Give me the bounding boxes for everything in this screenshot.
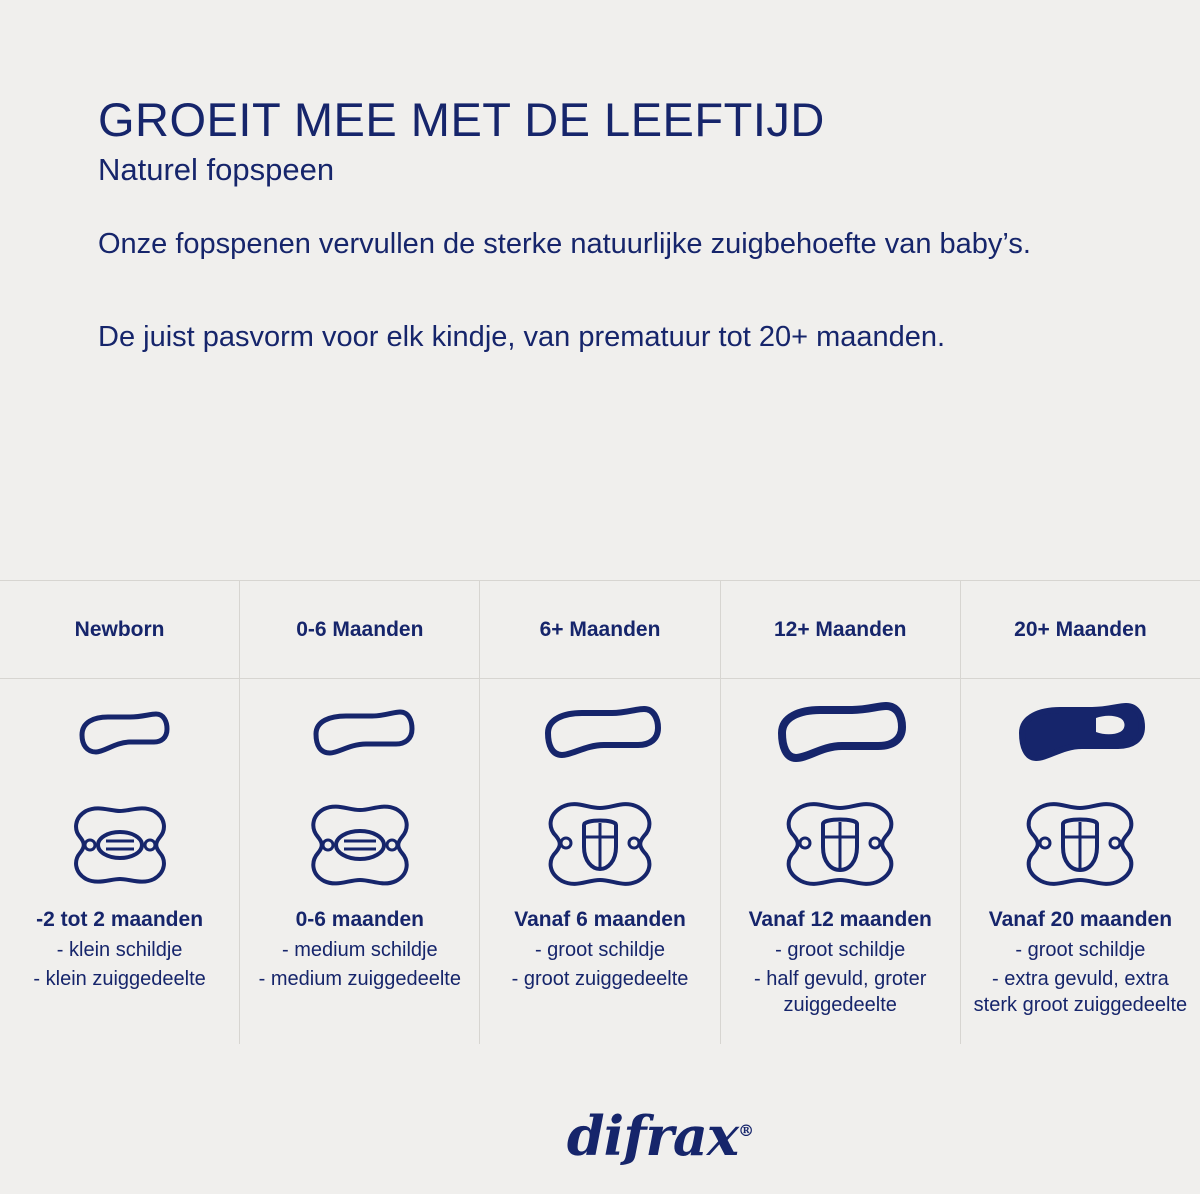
feature-item: - klein zuiggedeelte <box>33 967 206 990</box>
feature-item: - half gevuld, groter zuiggedeelte <box>754 967 927 1017</box>
feature-list <box>250 937 469 992</box>
age-range-label: Vanaf 12 maanden <box>748 908 932 931</box>
pacifier-shield-large-icon <box>480 791 719 899</box>
age-comparison-table <box>0 580 1200 1044</box>
age-range-label: -2 tot 2 maanden <box>36 908 204 931</box>
column-header: Newborn <box>0 581 239 679</box>
feature-list <box>731 937 950 1018</box>
column-body <box>0 899 239 1018</box>
feature-item: - groot schildje <box>1015 939 1146 962</box>
pacifier-teat-0-6-icon <box>240 679 479 791</box>
table-column-20plus-maanden <box>961 581 1200 1044</box>
feature-list <box>490 937 709 992</box>
column-body <box>961 899 1200 1044</box>
table-column-12plus-maanden <box>721 581 961 1044</box>
page-title: GROEIT MEE MET DE LEEFTIJD <box>98 93 825 146</box>
pacifier-teat-6plus-icon <box>480 679 719 791</box>
pacifier-shield-small-icon <box>0 791 239 899</box>
column-body <box>721 899 960 1044</box>
age-range-label: Vanaf 20 maanden <box>988 908 1173 931</box>
column-header: 0-6 Maanden <box>240 581 479 679</box>
feature-item: - extra gevuld, extra sterk groot zuiggedeelte <box>973 967 1188 1017</box>
intro-paragraph-1: Onze fopspenen vervullen de sterke natuurlijke zuigbehoefte van baby’s. <box>98 228 1031 261</box>
pacifier-teat-20plus-filled-icon <box>961 679 1200 791</box>
pacifier-shield-large-icon <box>721 791 960 899</box>
intro-paragraph-2: De juist pasvorm voor elk kindje, van prematuur tot 20+ maanden. <box>98 321 946 354</box>
page-subtitle: Naturel fopspeen <box>98 152 335 187</box>
column-header: 6+ Maanden <box>480 581 719 679</box>
registered-mark: ® <box>738 1121 754 1140</box>
feature-item: - klein schildje <box>56 939 183 962</box>
pacifier-shield-large-icon <box>961 791 1200 899</box>
pacifier-teat-newborn-icon <box>0 679 239 791</box>
table-column-newborn <box>0 581 240 1044</box>
feature-item: - groot schildje <box>775 939 906 962</box>
feature-list <box>10 937 229 992</box>
feature-list <box>971 937 1190 1018</box>
column-body <box>240 899 479 1018</box>
feature-item: - groot schildje <box>534 939 666 962</box>
pacifier-teat-12plus-icon <box>721 679 960 791</box>
feature-item: - groot zuiggedeelte <box>511 967 689 990</box>
column-header: 12+ Maanden <box>721 581 960 679</box>
difrax-logo-text <box>567 1104 753 1168</box>
brand-logo <box>0 1104 1200 1168</box>
column-body <box>480 899 719 1018</box>
feature-item: - medium zuiggedeelte <box>258 967 461 990</box>
logo-wordmark: difrax <box>566 1104 739 1168</box>
pacifier-shield-medium-icon <box>240 791 479 899</box>
table-column-0-6-maanden <box>240 581 480 1044</box>
age-range-label: Vanaf 6 maanden <box>514 908 686 931</box>
table-column-6plus-maanden <box>480 581 720 1044</box>
age-range-label: 0-6 maanden <box>295 908 424 931</box>
column-header: 20+ Maanden <box>961 581 1200 679</box>
header-block <box>0 0 1200 357</box>
feature-item: - medium schildje <box>282 939 438 962</box>
